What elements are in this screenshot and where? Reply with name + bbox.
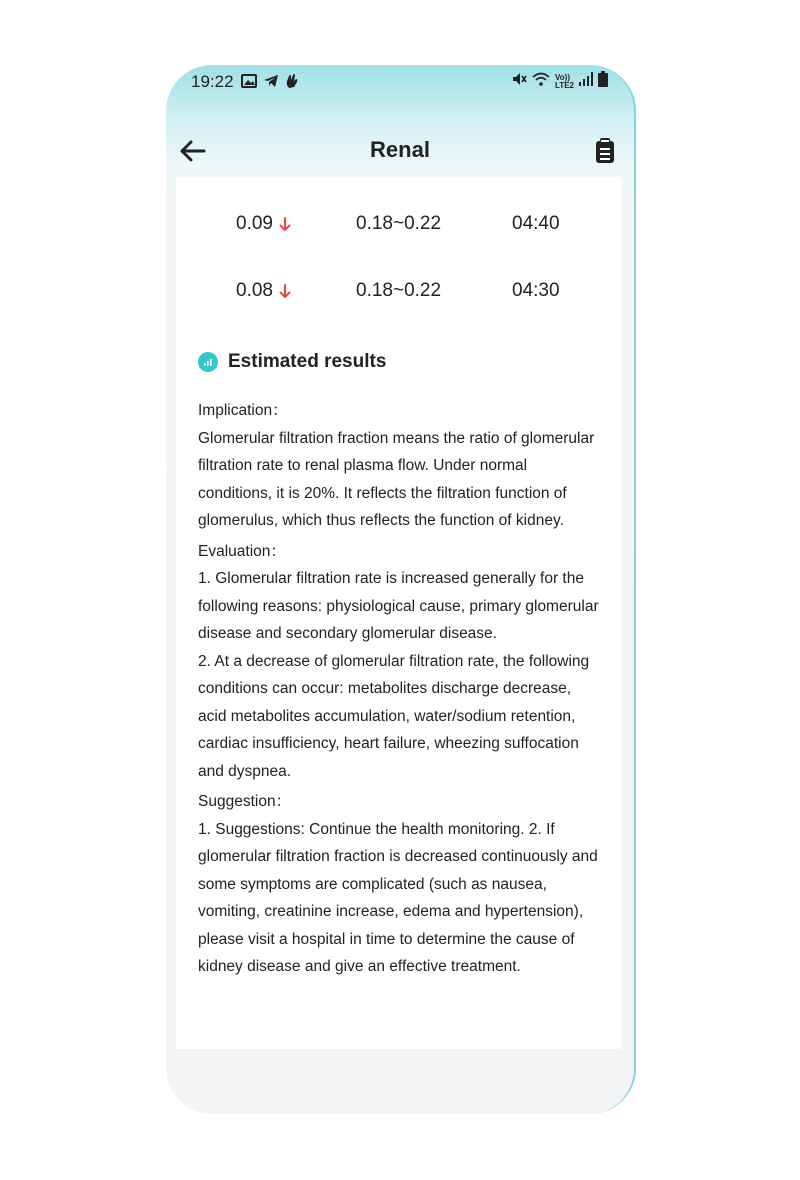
hand-icon — [285, 73, 299, 94]
section-title: Estimated results — [228, 351, 387, 372]
estimated-results-header — [198, 351, 386, 373]
reading-value: 0.09 — [236, 213, 273, 234]
reading-time: 04:30 — [512, 280, 560, 301]
implication-text: Glomerular filtration fraction means the ratio of glomerular filtration rate to renal plasma flow. Under normal conditions, it is 20%. It reflects the filtration function of glomerulus, which thus reflects the function of kidney. — [198, 429, 595, 529]
reading-time: 04:40 — [512, 213, 560, 234]
mute-icon — [511, 71, 527, 92]
reading-range: 0.18~0.22 — [356, 213, 442, 234]
header — [166, 125, 634, 177]
results-icon — [198, 352, 218, 372]
arrow-down-icon — [279, 217, 291, 232]
reading-row — [176, 280, 621, 310]
status-bar — [166, 65, 634, 99]
wifi-icon — [532, 72, 550, 92]
evaluation-item-2: 2. At a decrease of glomerular filtration rate, the following conditions can occur: metabolites discharge decrease, acid metabolites accumulation, water/sodium retention, cardiac insufficiency, heart failure, wheezing suffocation and dyspnea. — [198, 652, 590, 780]
status-time: 19:22 — [191, 72, 234, 91]
reading-range: 0.18~0.22 — [356, 280, 442, 301]
evaluation-item-1: 1. Glomerular filtration rate is increased generally for the following reasons: physiological cause, primary glomerular disease and secondary glomerular disease. — [198, 570, 599, 642]
volte-icon: Vo)) LTE2 — [555, 72, 574, 90]
reading-value: 0.08 — [236, 280, 273, 301]
clipboard-icon — [594, 138, 616, 164]
arrow-down-icon — [279, 284, 291, 299]
telegram-icon — [263, 74, 279, 93]
signal-icon — [579, 72, 593, 91]
suggestion-label: Suggestion： — [198, 793, 292, 810]
results-body — [198, 397, 603, 981]
evaluation-label: Evaluation： — [198, 542, 286, 560]
page-title: Renal — [370, 137, 430, 162]
phone-frame — [166, 65, 636, 1114]
image-icon — [241, 74, 257, 93]
reading-row — [176, 213, 621, 243]
suggestion-text: 1. Suggestions: Continue the health monitoring. 2. If glomerular filtration fraction is decreased continuously and some symptoms are complicated (such as nausea, vomiting, creatinine increase, edema and hypertension), please visit a hospital in time to determine the cause of kidney disease and give an effective treatment. — [198, 820, 598, 975]
content-card — [176, 177, 621, 1049]
implication-label: Implication： — [198, 402, 288, 419]
battery-icon — [598, 71, 608, 92]
clipboard-button[interactable] — [594, 138, 616, 164]
